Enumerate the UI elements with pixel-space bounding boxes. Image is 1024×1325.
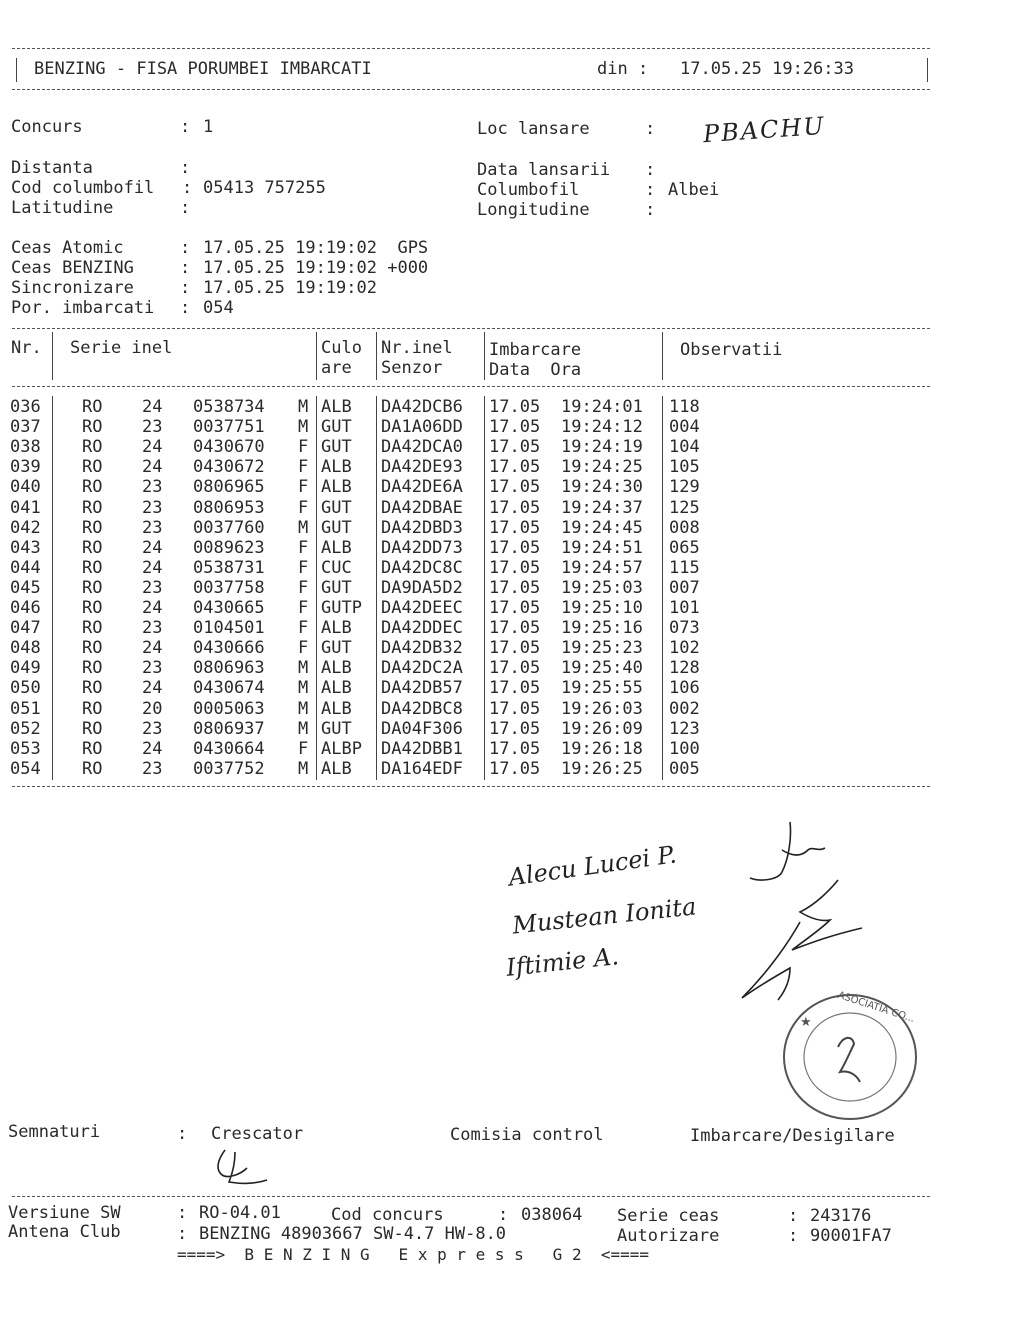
cell-sex: M [298, 397, 309, 417]
cell-sex: F [298, 457, 309, 478]
cell-senzor: DA04F306 [381, 718, 463, 739]
cell-ora: 19:24:19 [561, 437, 643, 458]
cell-tara: RO [82, 638, 103, 659]
loc-lansare-value: PBACHU [702, 111, 827, 149]
cell-an: 24 [142, 638, 163, 659]
col-sep-serie [316, 332, 317, 380]
cell-nr: 043 [10, 537, 41, 558]
cell-ora: 19:24:12 [561, 417, 643, 438]
ceas-benzing-value: 17.05.25 19:19:02 +000 [203, 258, 429, 278]
cell-inel: 0037751 [193, 417, 265, 438]
cell-culoare: GUT [321, 718, 352, 739]
cell-culoare: GUT [321, 577, 352, 598]
header-imbarcare-1: Imbarcare [489, 340, 582, 360]
distanta-colon: : [180, 158, 191, 178]
cell-inel: 0538734 [193, 397, 265, 417]
cell-tara: RO [82, 658, 103, 679]
cell-tara: RO [82, 457, 103, 478]
cell-observatii: 005 [669, 758, 700, 779]
cell-senzor: DA42DEEC [381, 598, 463, 618]
cell-data: 17.05 [489, 618, 541, 639]
cod-concurs-value: 038064 [521, 1205, 583, 1225]
document-title: BENZING - FISA PORUMBEI IMBARCATI [34, 59, 372, 79]
cod-columbofil-colon: : [182, 178, 193, 198]
concurs-value: 1 [203, 117, 214, 137]
cell-data: 17.05 [489, 497, 541, 518]
cell-tara: RO [82, 758, 103, 779]
cell-data: 17.05 [489, 557, 541, 578]
cell-observatii: 129 [669, 477, 700, 498]
cell-sex: M [298, 678, 309, 699]
data-lansarii-colon: : [645, 160, 656, 180]
cell-observatii: 065 [669, 537, 700, 558]
cell-observatii: 118 [669, 397, 700, 417]
cell-ora: 19:24:45 [561, 517, 643, 538]
cell-data: 17.05 [489, 577, 541, 598]
cell-sex: M [298, 417, 309, 438]
cell-data: 17.05 [489, 477, 541, 498]
serie-ceas-colon: : [788, 1206, 799, 1226]
table-row [0, 719, 930, 739]
cell-inel: 0430664 [193, 738, 265, 759]
signature-scribbles [730, 810, 880, 1010]
cell-an: 24 [142, 678, 163, 699]
table-row [0, 759, 930, 779]
cell-an: 23 [142, 517, 163, 538]
cell-ora: 19:26:18 [561, 738, 643, 759]
table-row [0, 498, 930, 518]
cell-culoare: GUT [321, 638, 352, 659]
autorizare-label: Autorizare [617, 1226, 720, 1246]
cell-nr: 039 [10, 457, 41, 478]
table-bottom-border [12, 786, 930, 787]
cell-an: 24 [142, 397, 163, 417]
cell-sex: M [298, 517, 309, 538]
cell-sex: F [298, 577, 309, 598]
cell-nr: 041 [10, 497, 41, 518]
cell-ora: 19:24:37 [561, 497, 643, 518]
cell-data: 17.05 [489, 738, 541, 759]
table-row [0, 457, 930, 477]
cell-inel: 0430666 [193, 638, 265, 659]
cell-senzor: DA42DBB1 [381, 738, 463, 759]
cell-inel: 0037758 [193, 577, 265, 598]
ceas-atomic-value: 17.05.25 19:19:02 GPS [203, 238, 429, 258]
cell-sex: F [298, 537, 309, 558]
cod-columbofil-value: 05413 757255 [203, 178, 326, 198]
cell-an: 20 [142, 698, 163, 719]
concurs-label: Concurs [11, 117, 83, 137]
antena-club-colon: : [177, 1224, 188, 1244]
date-label: din : [597, 59, 649, 79]
ceas-benzing-label: Ceas BENZING [11, 258, 134, 278]
cell-ora: 19:26:25 [561, 758, 643, 779]
cell-data: 17.05 [489, 758, 541, 779]
cell-nr: 050 [10, 678, 41, 699]
cell-an: 24 [142, 557, 163, 578]
concurs-colon: : [180, 117, 191, 137]
cell-observatii: 008 [669, 517, 700, 538]
cell-an: 24 [142, 457, 163, 478]
cell-ora: 19:26:09 [561, 718, 643, 739]
cell-inel: 0430670 [193, 437, 265, 458]
cell-nr: 036 [10, 397, 41, 417]
ceas-atomic-label: Ceas Atomic [11, 238, 124, 258]
cell-ora: 19:25:23 [561, 638, 643, 659]
table-row [0, 558, 930, 578]
cell-tara: RO [82, 577, 103, 598]
cell-inel: 0089623 [193, 537, 265, 558]
header-nrinel-1: Nr.inel [381, 338, 453, 358]
versiune-value: RO-04.01 [199, 1203, 281, 1223]
cell-nr: 044 [10, 557, 41, 578]
cell-nr: 046 [10, 598, 41, 618]
table-row [0, 658, 930, 678]
cell-ora: 19:25:40 [561, 658, 643, 679]
cell-culoare: ALB [321, 698, 352, 719]
cell-sex: F [298, 437, 309, 458]
cell-inel: 0005063 [193, 698, 265, 719]
cell-nr: 054 [10, 758, 41, 779]
cell-tara: RO [82, 397, 103, 417]
cell-data: 17.05 [489, 517, 541, 538]
cell-data: 17.05 [489, 537, 541, 558]
cell-observatii: 106 [669, 678, 700, 699]
cell-ora: 19:26:03 [561, 698, 643, 719]
cell-ora: 19:25:16 [561, 618, 643, 639]
cell-observatii: 007 [669, 577, 700, 598]
sincronizare-colon: : [180, 278, 191, 298]
svg-text:★: ★ [800, 1015, 812, 1030]
print-date: 17.05.25 19:26:33 [680, 59, 854, 79]
autorizare-colon: : [788, 1226, 799, 1246]
header-top-border [12, 48, 930, 49]
cell-observatii: 002 [669, 698, 700, 719]
cod-columbofil-label: Cod columbofil [11, 178, 155, 198]
cell-an: 24 [142, 437, 163, 458]
por-imbarcati-label: Por. imbarcati [11, 298, 155, 318]
cell-culoare: GUT [321, 437, 352, 458]
header-nr: Nr. [11, 338, 42, 358]
cell-observatii: 125 [669, 497, 700, 518]
cell-sex: F [298, 618, 309, 639]
cell-tara: RO [82, 718, 103, 739]
table-row [0, 678, 930, 698]
imbarcare-desigilare-label: Imbarcare/Desigilare [690, 1126, 895, 1146]
header-serie-inel: Serie inel [70, 338, 173, 358]
cell-inel: 0104501 [193, 618, 265, 639]
ceas-benzing-colon: : [180, 258, 191, 278]
cell-nr: 053 [10, 738, 41, 759]
cell-tara: RO [82, 698, 103, 719]
loc-lansare-colon: : [645, 119, 656, 139]
col-sep-imbarcare [662, 332, 663, 380]
cell-senzor: DA42DCB6 [381, 397, 463, 417]
stamp-text: ASOCIATIA CO... [836, 989, 916, 1026]
cell-culoare: ALBP [321, 738, 362, 759]
cell-culoare: ALB [321, 678, 352, 699]
cell-an: 23 [142, 497, 163, 518]
cell-tara: RO [82, 618, 103, 639]
cell-sex: F [298, 477, 309, 498]
cell-culoare: GUT [321, 517, 352, 538]
cell-nr: 048 [10, 638, 41, 659]
sincronizare-label: Sincronizare [11, 278, 134, 298]
antena-club-value: BENZING 48903667 SW-4.7 HW-8.0 [199, 1224, 507, 1244]
cell-tara: RO [82, 417, 103, 438]
cell-tara: RO [82, 678, 103, 699]
cell-ora: 19:25:55 [561, 678, 643, 699]
cell-an: 23 [142, 577, 163, 598]
cell-sex: M [298, 718, 309, 739]
col-sep-nr [52, 332, 53, 380]
cell-ora: 19:25:03 [561, 577, 643, 598]
cell-culoare: CUC [321, 557, 352, 578]
cell-ora: 19:25:10 [561, 598, 643, 618]
cell-senzor: DA42DBAE [381, 497, 463, 518]
antena-club-label: Antena Club [8, 1222, 121, 1242]
autorizare-value: 90001FA7 [810, 1226, 892, 1246]
table-row [0, 538, 930, 558]
cell-observatii: 105 [669, 457, 700, 478]
cell-ora: 19:24:25 [561, 457, 643, 478]
cell-tara: RO [82, 437, 103, 458]
cell-tara: RO [82, 738, 103, 759]
cell-data: 17.05 [489, 437, 541, 458]
ceas-atomic-colon: : [180, 238, 191, 258]
cell-an: 23 [142, 758, 163, 779]
cell-an: 23 [142, 477, 163, 498]
cell-senzor: DA42DD73 [381, 537, 463, 558]
cell-tara: RO [82, 477, 103, 498]
cell-an: 24 [142, 537, 163, 558]
table-row [0, 618, 930, 638]
cell-nr: 038 [10, 437, 41, 458]
table-row [0, 699, 930, 719]
cell-nr: 042 [10, 517, 41, 538]
cell-culoare: ALB [321, 397, 352, 417]
table-row [0, 477, 930, 497]
cell-ora: 19:24:30 [561, 477, 643, 498]
cell-data: 17.05 [489, 598, 541, 618]
header-nrinel-2: Senzor [381, 358, 443, 378]
table-row [0, 417, 930, 437]
cell-nr: 037 [10, 417, 41, 438]
cell-ora: 19:24:57 [561, 557, 643, 578]
cell-observatii: 004 [669, 417, 700, 438]
cell-nr: 049 [10, 658, 41, 679]
cell-observatii: 123 [669, 718, 700, 739]
cell-tara: RO [82, 598, 103, 618]
header-right-border [927, 58, 928, 82]
cell-sex: F [298, 557, 309, 578]
cell-culoare: ALB [321, 758, 352, 779]
cell-senzor: DA42DDEC [381, 618, 463, 639]
serie-ceas-label: Serie ceas [617, 1206, 720, 1226]
longitudine-label: Longitudine [477, 200, 590, 220]
cell-an: 24 [142, 738, 163, 759]
table-row [0, 518, 930, 538]
cell-nr: 047 [10, 618, 41, 639]
col-sep-culoare [376, 332, 377, 380]
crescator-signature [205, 1144, 275, 1188]
cell-sex: M [298, 658, 309, 679]
cell-tara: RO [82, 517, 103, 538]
cell-culoare: ALB [321, 618, 352, 639]
table-top-border [12, 328, 930, 329]
cell-sex: M [298, 758, 309, 779]
header-observatii: Observatii [680, 340, 783, 360]
cell-inel: 0806965 [193, 477, 265, 498]
header-bottom-border [12, 89, 930, 90]
cell-senzor: DA42DB32 [381, 638, 463, 659]
cell-inel: 0806963 [193, 658, 265, 679]
cell-sex: F [298, 738, 309, 759]
cell-nr: 052 [10, 718, 41, 739]
data-lansarii-label: Data lansarii [477, 160, 611, 180]
versiune-colon: : [177, 1203, 188, 1223]
header-imbarcare-2: Data Ora [489, 360, 582, 380]
table-row [0, 739, 930, 759]
cell-culoare: ALB [321, 457, 352, 478]
cell-ora: 19:24:51 [561, 537, 643, 558]
semnaturi-label: Semnaturi [8, 1122, 101, 1142]
cell-observatii: 100 [669, 738, 700, 759]
handwritten-name-3: Iftimie A. [504, 942, 621, 982]
cell-nr: 051 [10, 698, 41, 719]
cell-inel: 0806953 [193, 497, 265, 518]
header-left-border [16, 58, 17, 82]
header-culoare-2: are [321, 358, 352, 378]
serie-ceas-value: 243176 [810, 1206, 872, 1226]
cell-culoare: ALB [321, 537, 352, 558]
cell-data: 17.05 [489, 698, 541, 719]
cell-observatii: 101 [669, 598, 700, 618]
cell-observatii: 128 [669, 658, 700, 679]
cell-senzor: DA42DBC8 [381, 698, 463, 719]
cell-an: 24 [142, 598, 163, 618]
cell-culoare: GUT [321, 497, 352, 518]
cell-observatii: 104 [669, 437, 700, 458]
cell-inel: 0806937 [193, 718, 265, 739]
columbofil-colon: : [645, 180, 656, 200]
loc-lansare-label: Loc lansare [477, 119, 590, 139]
longitudine-colon: : [645, 200, 656, 220]
cell-observatii: 073 [669, 618, 700, 639]
cell-senzor: DA1A06DD [381, 417, 463, 438]
columbofil-label: Columbofil [477, 180, 580, 200]
cell-sex: M [298, 698, 309, 719]
table-row [0, 638, 930, 658]
crescator-label: Crescator [211, 1124, 304, 1144]
columbofil-value: Albei [668, 180, 720, 200]
cell-sex: F [298, 497, 309, 518]
cell-an: 23 [142, 618, 163, 639]
cell-data: 17.05 [489, 658, 541, 679]
semnaturi-colon: : [177, 1124, 188, 1144]
cell-sex: F [298, 638, 309, 659]
handwritten-name-2: Mustean Ionita [511, 892, 698, 940]
cell-an: 23 [142, 658, 163, 679]
cell-data: 17.05 [489, 678, 541, 699]
cell-inel: 0430674 [193, 678, 265, 699]
por-imbarcati-value: 054 [203, 298, 234, 318]
versiune-label: Versiune SW [8, 1203, 121, 1223]
cell-senzor: DA42DC2A [381, 658, 463, 679]
benzing-banner: ====> B E N Z I N G E x p r e s s G 2 <==== [177, 1245, 650, 1264]
table-row [0, 397, 930, 417]
cell-data: 17.05 [489, 417, 541, 438]
cell-ora: 19:24:01 [561, 397, 643, 417]
footer-top-border [12, 1196, 930, 1197]
handwritten-name-1: Alecu Lucei P. [506, 840, 679, 892]
cell-nr: 040 [10, 477, 41, 498]
cell-an: 23 [142, 417, 163, 438]
cell-culoare: GUTP [321, 598, 362, 618]
cell-data: 17.05 [489, 638, 541, 659]
cell-tara: RO [82, 557, 103, 578]
cell-sex: F [298, 598, 309, 618]
latitudine-colon: : [180, 198, 191, 218]
cell-data: 17.05 [489, 397, 541, 417]
association-stamp [780, 989, 920, 1122]
cell-senzor: DA42DCA0 [381, 437, 463, 458]
cell-observatii: 102 [669, 638, 700, 659]
distanta-label: Distanta [11, 158, 93, 178]
cell-observatii: 115 [669, 557, 700, 578]
cell-culoare: ALB [321, 477, 352, 498]
cell-culoare: GUT [321, 417, 352, 438]
cell-inel: 0037760 [193, 517, 265, 538]
cell-senzor: DA42DE6A [381, 477, 463, 498]
cell-tara: RO [82, 497, 103, 518]
cell-senzor: DA42DBD3 [381, 517, 463, 538]
cell-nr: 045 [10, 577, 41, 598]
table-header-bottom-border [12, 386, 930, 387]
cell-data: 17.05 [489, 718, 541, 739]
cell-inel: 0430672 [193, 457, 265, 478]
cell-senzor: DA42DE93 [381, 457, 463, 478]
cell-senzor: DA42DC8C [381, 557, 463, 578]
col-sep-senzor [484, 332, 485, 380]
cell-inel: 0430665 [193, 598, 265, 618]
sincronizare-value: 17.05.25 19:19:02 [203, 278, 377, 298]
cell-an: 23 [142, 718, 163, 739]
cell-tara: RO [82, 537, 103, 558]
header-culoare-1: Culo [321, 338, 362, 358]
cell-senzor: DA9DA5D2 [381, 577, 463, 598]
latitudine-label: Latitudine [11, 198, 114, 218]
cell-inel: 0037752 [193, 758, 265, 779]
cell-culoare: ALB [321, 658, 352, 679]
comisia-control-label: Comisia control [450, 1125, 604, 1145]
cell-inel: 0538731 [193, 557, 265, 578]
por-imbarcati-colon: : [180, 298, 191, 318]
table-row [0, 437, 930, 457]
table-row [0, 578, 930, 598]
cell-senzor: DA42DB57 [381, 678, 463, 699]
cod-concurs-colon: : [498, 1205, 509, 1225]
table-row [0, 598, 930, 618]
cell-senzor: DA164EDF [381, 758, 463, 779]
cod-concurs-label: Cod concurs [331, 1205, 444, 1225]
cell-data: 17.05 [489, 457, 541, 478]
